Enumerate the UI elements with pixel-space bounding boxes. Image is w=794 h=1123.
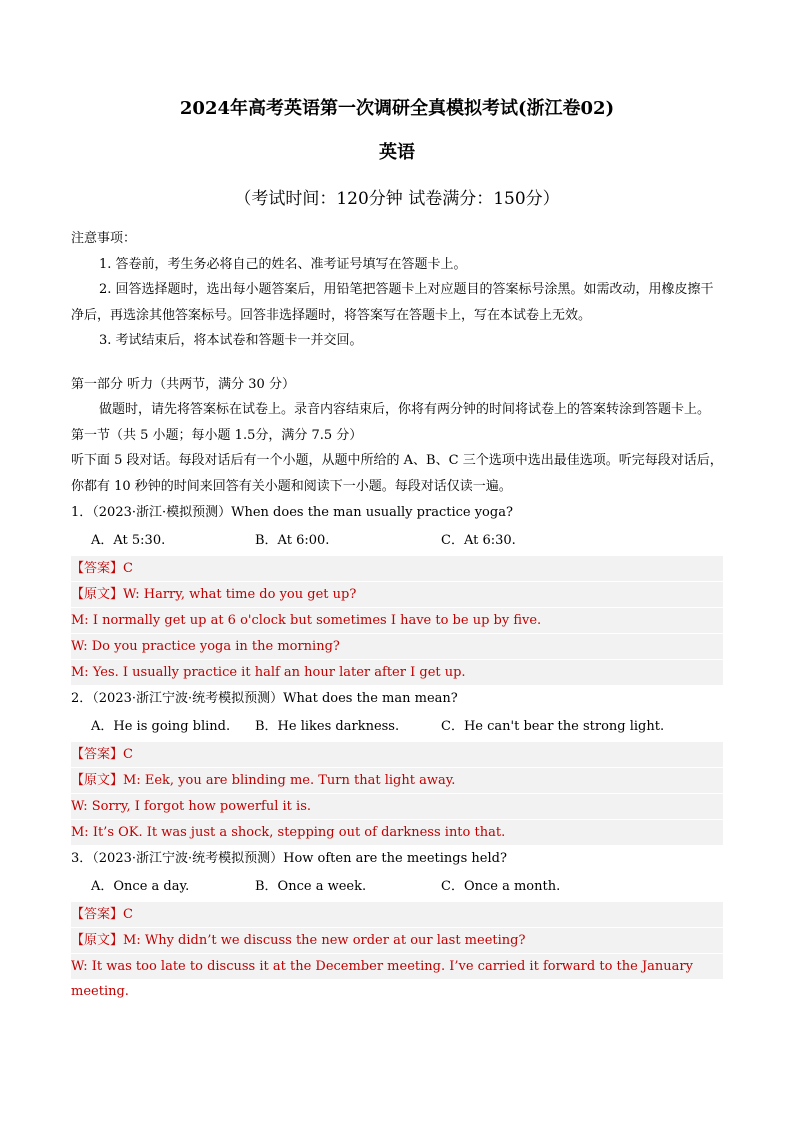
question-1-transcript-line <box>71 581 723 607</box>
option-a: A．At 5:30. <box>91 532 166 548</box>
part1-intro: 做题时，请先将答案标在试卷上。录音内容结束后，你将有两分钟的时间将试卷上的答案转涂到答题卡上。 <box>99 402 711 417</box>
question-2-stem: 2．（2023·浙江宁波·统考模拟预测）What does the man mean? <box>71 691 458 706</box>
spacer <box>71 354 723 372</box>
question-2-transcript-line: M: It’s OK. It was just a shock, stepping out of darkness into that. <box>71 819 723 845</box>
option-b: B．Once a week. <box>255 878 367 894</box>
question-1-answer <box>71 555 723 581</box>
question-1-transcript-line: M: I normally get up at 6 o'clock but sometimes I have to be up by five. <box>71 607 723 633</box>
question-3-answer <box>71 901 723 927</box>
question-2-answer <box>71 741 723 767</box>
question-1-transcript-line: M: Yes. I usually practice it half an hour later after I get up. <box>71 659 723 685</box>
note-item-2: 2. 回答选择题时，选出每小题答案后，用铅笔把答题卡上对应题目的答案标号涂黑。如需改动，用橡皮擦干净后，再选涂其他答案标号。回答非选择题时，将答案写在答题卡上，写在本试卷上无效。 <box>71 282 714 323</box>
question-3-transcript-line: W: It was too late to discuss it at the December meeting. I’ve carried it forward to the January meeting. <box>71 953 723 979</box>
question-2-transcript-line: W: Sorry, I forgot how powerful it is. <box>71 793 723 819</box>
option-c: C．He can't bear the strong light. <box>441 718 665 734</box>
answer-tag: 【答案】 <box>71 561 124 576</box>
answer-value: C <box>123 747 133 762</box>
option-a: A．He is going blind. <box>91 718 231 734</box>
transcript-line: M: Eek, you are blinding me. Turn that light away. <box>123 773 456 788</box>
option-a: A．Once a day. <box>91 878 190 894</box>
question-3-stem: 3．（2023·浙江宁波·统考模拟预测）How often are the meetings held? <box>71 851 507 866</box>
answer-value: C <box>123 907 133 922</box>
option-b: B．He likes darkness. <box>255 718 400 734</box>
question-1-stem: 1．（2023·浙江·模拟预测）When does the man usually practice yoga? <box>71 505 513 520</box>
exam-content <box>71 226 723 999</box>
question-2-options <box>71 712 723 741</box>
transcript-tag: 【原文】 <box>71 773 124 788</box>
transcript-line: M: Why didn’t we discuss the new order at our last meeting? <box>123 933 526 948</box>
subject-title: 英语 <box>379 142 415 163</box>
option-c: C．At 6:30. <box>441 532 516 548</box>
note-item-1: 1. 答卷前，考生务必将自己的姓名、准考证号填写在答题卡上。 <box>99 256 467 272</box>
question-3-options <box>71 872 723 901</box>
question-2-transcript-line <box>71 767 723 793</box>
option-c: C．Once a month. <box>441 878 561 894</box>
question-1-options <box>71 526 723 555</box>
exam-time-info: （考试时间：120分钟 试卷满分：150分） <box>234 189 560 209</box>
section1-intro: 听下面 5 段对话。每段对话后有一个小题，从题中所给的 A、B、C 三个选项中选出最佳选项。听完每段对话后，你都有 10 秒钟的时间来回答有关小题和阅读下一小题。每段对话仅读一遍。 <box>71 453 723 494</box>
transcript-tag: 【原文】 <box>71 587 124 602</box>
question-1-transcript-line: W: Do you practice yoga in the morning? <box>71 633 723 659</box>
answer-tag: 【答案】 <box>71 907 124 922</box>
transcript-line: W: Harry, what time do you get up? <box>123 587 357 602</box>
answer-value: C <box>123 561 133 576</box>
question-3-transcript-line <box>71 927 723 953</box>
notes-heading: 注意事项： <box>71 231 137 246</box>
page-title: 2024年高考英语第一次调研全真模拟考试(浙江卷02) <box>179 98 615 119</box>
note-item-3: 3. 考试结束后，将本试卷和答题卡一并交回。 <box>99 333 363 348</box>
transcript-tag: 【原文】 <box>71 933 124 948</box>
answer-tag: 【答案】 <box>71 747 124 762</box>
section1-heading: 第一节（共 5 小题；每小题 1.5分，满分 7.5 分） <box>71 427 363 443</box>
option-b: B．At 6:00. <box>255 532 330 548</box>
part1-heading: 第一部分 听力（共两节，满分 30 分） <box>71 376 295 392</box>
